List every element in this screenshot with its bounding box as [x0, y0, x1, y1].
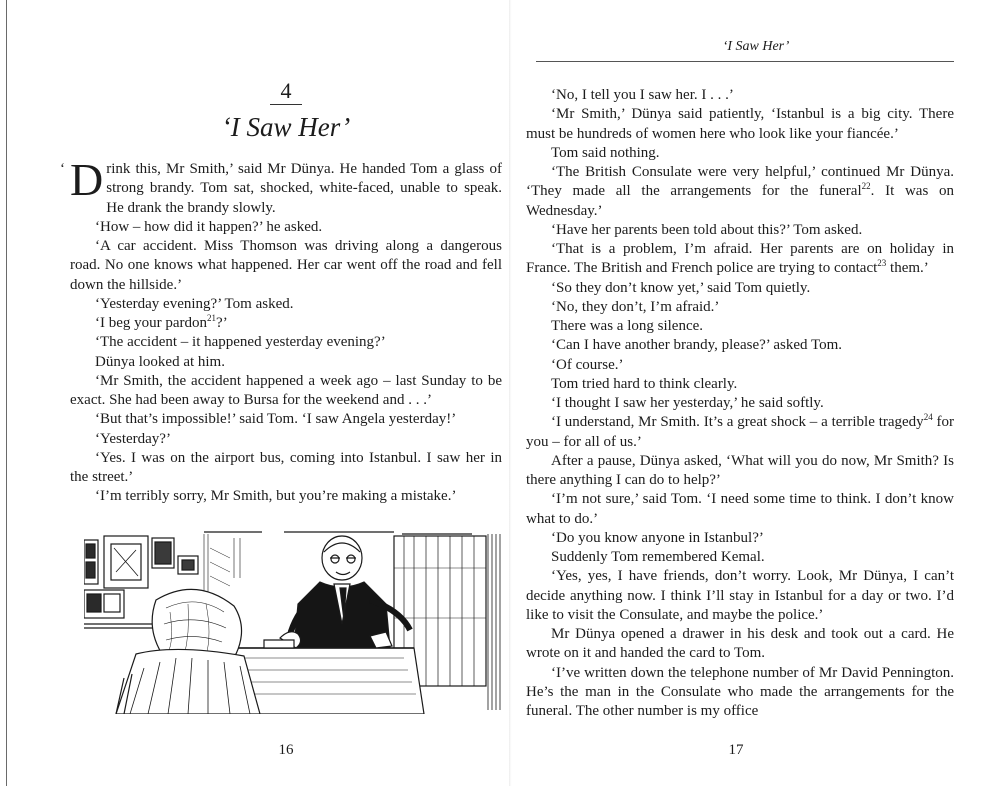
- paragraph-text: them.’: [886, 260, 929, 277]
- paragraph: Tom said nothing.: [551, 144, 660, 161]
- paragraph: ‘Can I have another brandy, please?’ asked Tom.: [551, 337, 843, 354]
- paragraph-text: rink this, Mr Smith,’ said Mr Dünya. He handed Tom a glass of strong brandy. Tom sat, shocked, white-faced, unable to speak. He drank the brandy slowly.: [106, 161, 502, 216]
- running-head-rule: [536, 61, 954, 62]
- paragraph: ‘I thought I saw her yesterday,’ he said softly.: [551, 395, 824, 411]
- chapter-title: ‘I Saw Her’: [221, 112, 351, 142]
- paragraph: ‘But that’s impossible!’ said Tom. ‘I saw Angela yesterday!’: [95, 411, 457, 428]
- chapter-number-rule: [270, 104, 302, 105]
- chapter-number: 4: [280, 78, 292, 103]
- office-scene-illustration: [84, 528, 504, 714]
- paragraph-text: ‘I beg your pardon: [95, 315, 208, 331]
- paragraph: Tom tried hard to think clearly.: [551, 375, 738, 392]
- page-number-right: 17: [728, 742, 744, 758]
- paragraph: Mr Dünya opened a drawer in his desk and took out a card. He wrote on it and handed the card to Tom.: [526, 626, 954, 662]
- paragraph: Dünya looked at him.: [95, 353, 225, 370]
- paragraph: ‘A car accident. Miss Thomson was driving along a dangerous road. No one knows what happened. Her car went off the road and fell down the hillside.’: [70, 238, 502, 293]
- paragraph: There was a long silence.: [551, 318, 704, 334]
- page-gutter: [509, 0, 512, 786]
- paragraph-text: ‘The British Consulate were very helpful,’ continued Mr Dünya. ‘They made all the arrangements for the funeral: [526, 164, 954, 200]
- page-number-left: 16: [278, 742, 294, 758]
- paragraph: ‘How – how did it happen?’ he asked.: [95, 218, 323, 235]
- paragraph: ‘I’m terribly sorry, Mr Smith, but you’re making a mistake.’: [95, 488, 457, 505]
- paragraph: ‘I’m not sure,’ said Tom. ‘I need some time to think. I don’t know what to do.’: [526, 491, 954, 527]
- paragraph-text: ‘That is a problem, I’m afraid. Her parents are on holiday in France. The British and French police are trying to contact: [526, 241, 954, 277]
- opening-quote-mark: ‘: [60, 161, 65, 177]
- paragraph: Suddenly Tom remembered Kemal.: [551, 549, 765, 565]
- right-page-text: [526, 86, 954, 721]
- footnote-ref: 22: [861, 181, 871, 192]
- running-head: ‘I Saw Her’: [722, 39, 790, 54]
- paragraph-text: ?’: [216, 315, 228, 331]
- footnote-ref: 24: [923, 412, 933, 423]
- paragraph: [526, 413, 954, 452]
- paragraph: [70, 314, 502, 333]
- paragraph: ‘I’ve written down the telephone number of Mr David Pennington. He’s the man in the Consulate who made the arrangements for the funeral. The other number is my office: [526, 664, 954, 719]
- paragraph: ‘No, they don’t, I’m afraid.’: [551, 298, 720, 315]
- book-spine-edge: [6, 0, 7, 786]
- paragraph-text: for you – for all of us.’: [526, 414, 954, 450]
- left-page: [60, 0, 502, 786]
- paragraph: [70, 154, 502, 218]
- paragraph: ‘The accident – it happened yesterday evening?’: [95, 334, 386, 351]
- paragraph: ‘Have her parents been told about this?’ Tom asked.: [551, 221, 863, 238]
- footnote-ref: 21: [207, 313, 217, 323]
- left-page-text: [60, 154, 502, 507]
- paragraph: ‘Mr Smith,’ Dünya said patiently, ‘Istanbul is a big city. There must be hundreds of women here who look like your fiancée.’: [526, 106, 954, 142]
- paragraph: ‘No, I tell you I saw her. I . . .’: [551, 87, 734, 103]
- paragraph: [526, 240, 954, 279]
- paragraph-text: ‘I understand, Mr Smith. It’s a great shock – a terrible tragedy: [551, 414, 924, 431]
- paragraph: ‘Do you know anyone in Istanbul?’: [551, 529, 764, 546]
- paragraph: ‘So they don’t know yet,’ said Tom quietly.: [551, 279, 811, 296]
- paragraph: ‘Yes. I was on the airport bus, coming into Istanbul. I saw her in the street.’: [70, 449, 502, 485]
- paragraph-text: . It was on Wednesday.’: [526, 183, 954, 219]
- paragraph: ‘Mr Smith, the accident happened a week ago – last Sunday to be exact. She had been away to Bursa for the weekend and . . .’: [70, 372, 502, 408]
- paragraph: ‘Of course.’: [551, 356, 624, 373]
- paragraph: [526, 163, 954, 221]
- paragraph: ‘Yesterday evening?’ Tom asked.: [95, 295, 294, 312]
- paragraph: ‘Yes, yes, I have friends, don’t worry. Look, Mr Dünya, I can’t decide anything now. I think I’ll stay in Istanbul for a day or two. I’d like to visit the Consulate, and maybe the police.’: [526, 568, 954, 623]
- footnote-ref: 23: [877, 258, 887, 269]
- paragraph: After a pause, Dünya asked, ‘What will you do now, Mr Smith? Is there anything I can do to help?’: [526, 452, 954, 488]
- paragraph: ‘Yesterday?’: [95, 430, 171, 447]
- drop-cap: D: [70, 154, 104, 205]
- right-page: [526, 0, 954, 786]
